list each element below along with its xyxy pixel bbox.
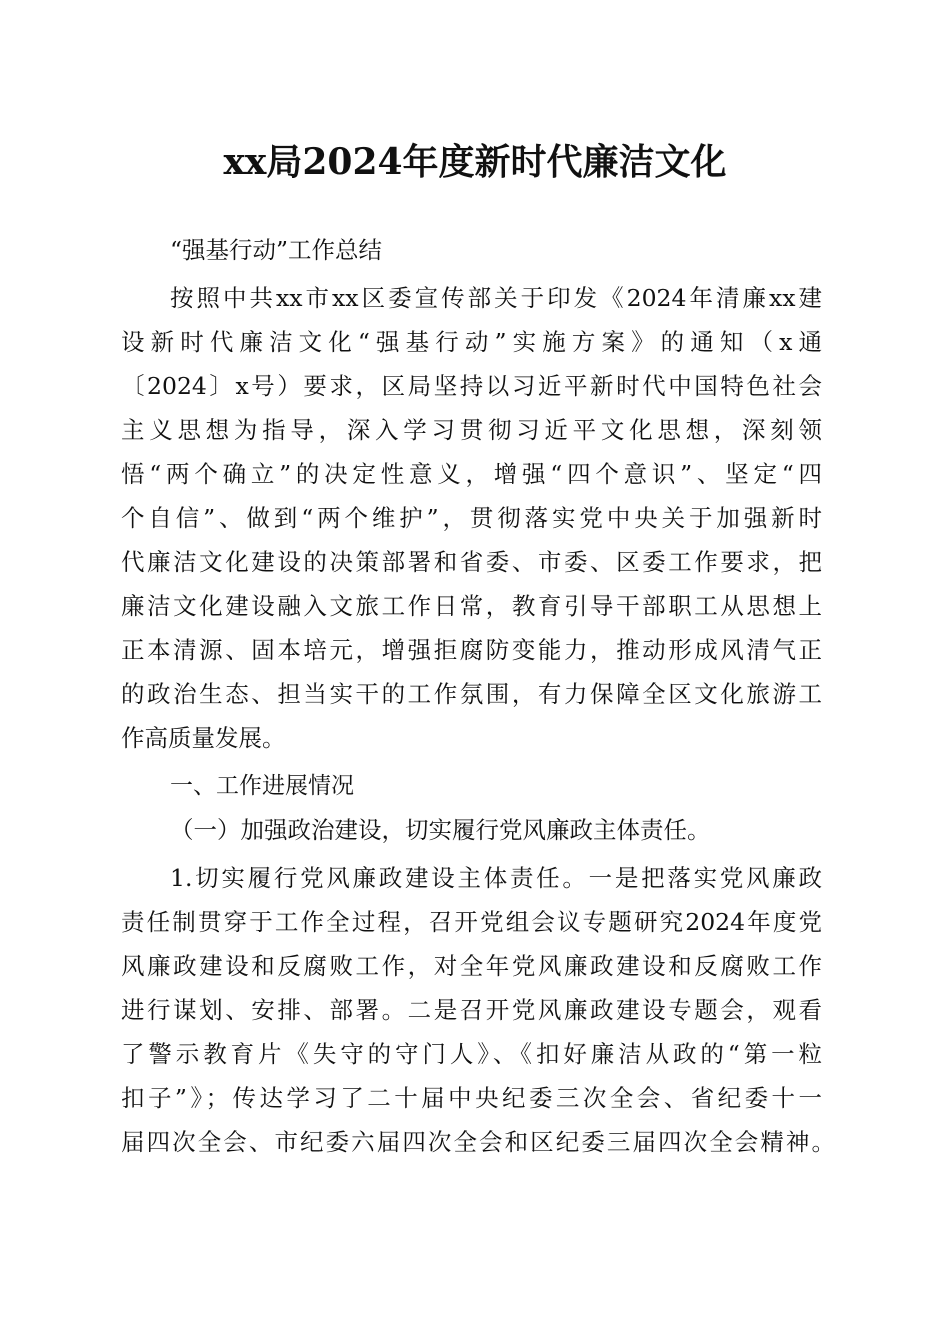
item1-line: 了警示教育片《失守的守门人》、《扣好廉洁从政的“第一粒: [121, 1040, 822, 1068]
item1-line: 届四次全会、市纪委六届四次全会和区纪委三届四次全会精神。: [121, 1128, 835, 1156]
item1-line: 风廉政建设和反腐败工作，对全年党风廉政建设和反腐败工作: [121, 952, 822, 980]
intro-line: 个自信”、做到“两个维护”，贯彻落实党中央关于加强新时: [121, 504, 822, 532]
item1-line: 责任制贯穿于工作全过程，召开党组会议专题研究2024年度党: [121, 908, 822, 936]
intro-line: 作高质量发展。: [121, 724, 286, 752]
intro-line: 的政治生态、担当实干的工作氛围，有力保障全区文化旅游工: [121, 680, 822, 708]
document-subtitle: “强基行动”工作总结: [170, 236, 383, 264]
intro-line: 正本清源、固本培元，增强拒腐防变能力，推动形成风清气正: [121, 636, 822, 664]
item1-line: 扣子”》；传达学习了二十届中央纪委三次全会、省纪委十一: [121, 1084, 822, 1112]
intro-line: 〔2024〕x号）要求，区局坚持以习近平新时代中国特色社会: [121, 372, 822, 400]
intro-line: 主义思想为指导，深入学习贯彻习近平文化思想，深刻领: [121, 416, 822, 444]
intro-line: 悟“两个确立”的决定性意义，增强“四个意识”、坚定“四: [121, 460, 822, 488]
intro-line: 设新时代廉洁文化“强基行动”实施方案》的通知（x通: [121, 328, 822, 356]
item1-line: 1.切实履行党风廉政建设主体责任。一是把落实党风廉政: [170, 864, 822, 892]
intro-line: 廉洁文化建设融入文旅工作日常，教育引导干部职工从思想上: [121, 592, 822, 620]
section-heading: 一、工作进展情况: [170, 773, 354, 799]
intro-line: 代廉洁文化建设的决策部署和省委、市委、区委工作要求，把: [121, 548, 822, 576]
item1-line: 进行谋划、安排、部署。二是召开党风廉政建设专题会，观看: [121, 996, 822, 1024]
intro-line: 按照中共xx市xx区委宣传部关于印发《2024年清廉xx建: [170, 284, 822, 312]
document-title: xx局2024年度新时代廉洁文化: [223, 141, 727, 183]
subsection-heading: （一）加强政治建设，切实履行党风廉政主体责任。: [170, 816, 711, 844]
